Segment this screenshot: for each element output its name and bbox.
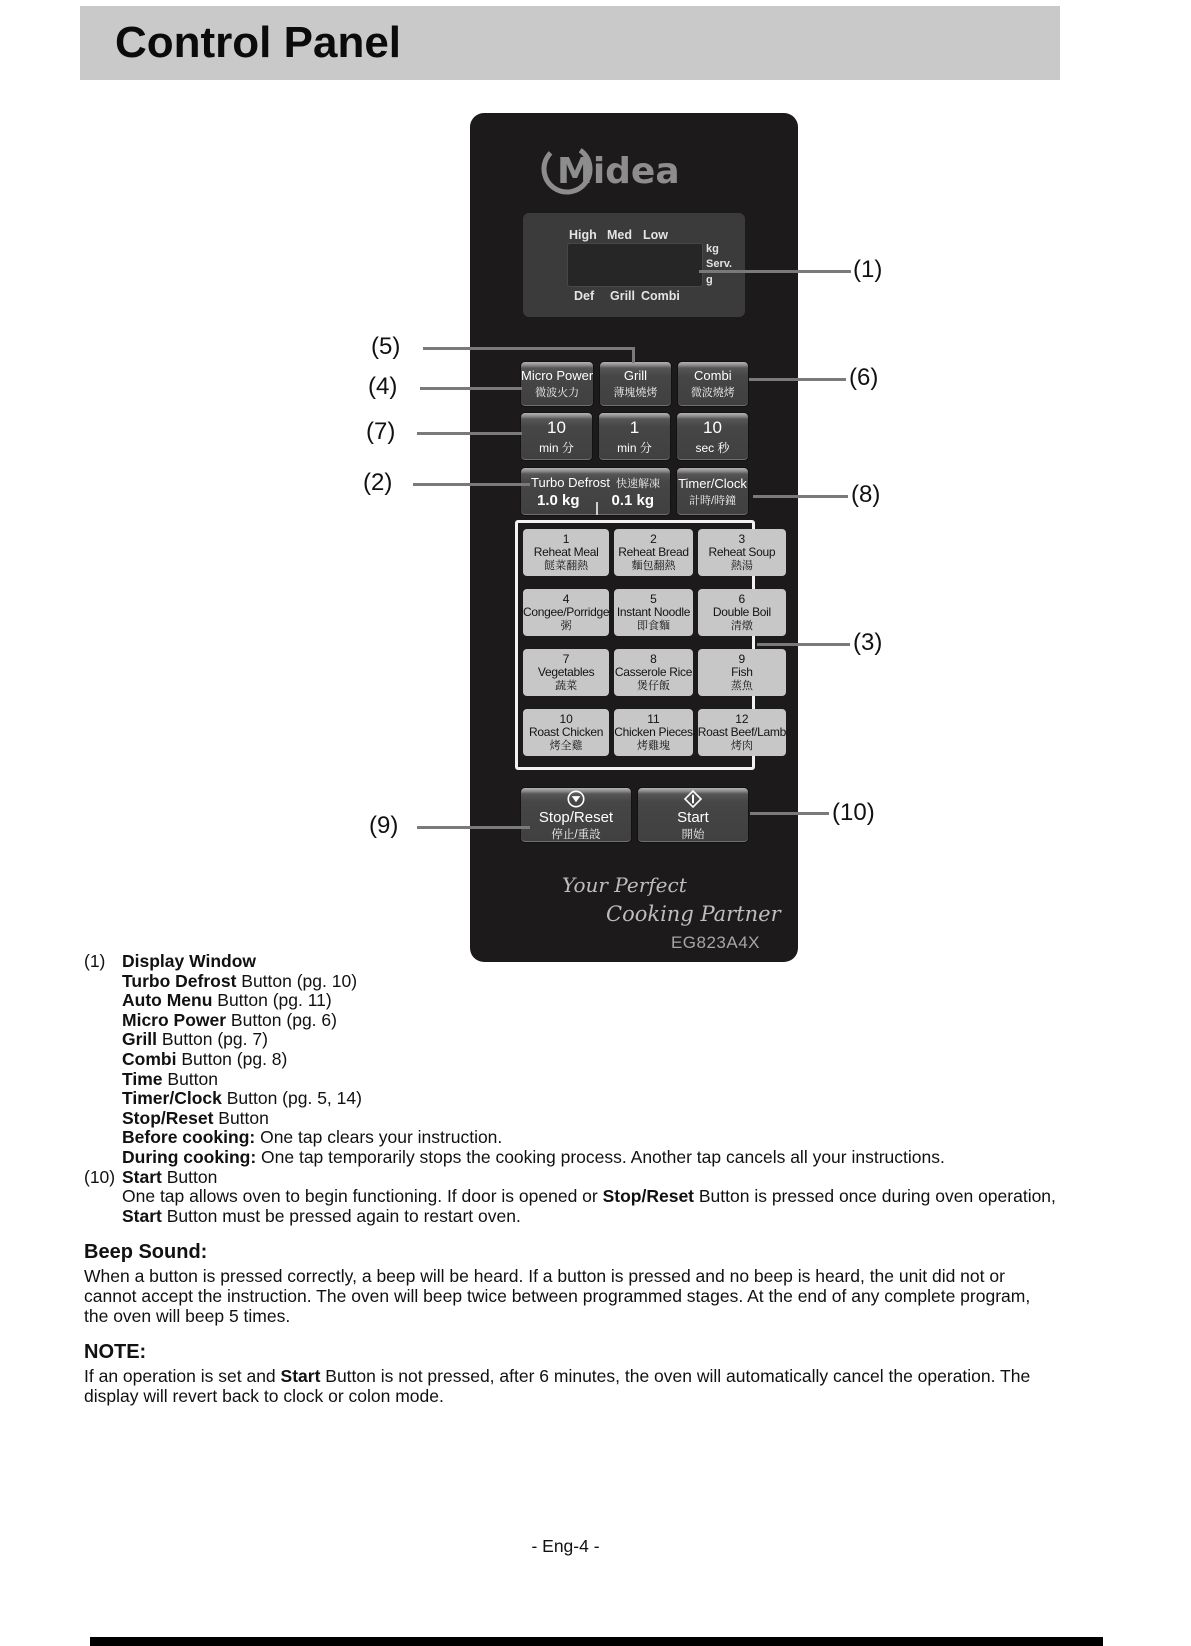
beep-sound-heading: Beep Sound: bbox=[84, 1241, 208, 1263]
turbo-defrost-divider bbox=[596, 502, 598, 515]
control-panel bbox=[470, 113, 798, 962]
button-description-list bbox=[84, 952, 1114, 1226]
auto-menu-button: 10 Roast Chicken 烤全雞 bbox=[523, 709, 609, 756]
callout-1: (1) bbox=[853, 256, 883, 283]
auto-menu-button: 8 Casserole Rice 煲仔飯 bbox=[614, 649, 693, 696]
description-line: Grill Button (pg. 7) bbox=[122, 1029, 268, 1050]
description-line: Before cooking: One tap clears your instruction. bbox=[122, 1127, 503, 1148]
display-label-combi: Combi bbox=[641, 289, 680, 303]
mode-button: Micro Power 微波火力 bbox=[520, 361, 594, 407]
description-line: One tap allows oven to begin functioning. If door is opened or Stop/Reset Button is pressed once during oven operation, bbox=[122, 1186, 1056, 1207]
auto-menu-button: 3 Reheat Soup 熱湯 bbox=[698, 529, 786, 576]
callout-leader-line bbox=[757, 643, 850, 646]
stop-reset-label-zh: 停止/重設 bbox=[551, 828, 601, 841]
page-header-band bbox=[80, 6, 1060, 80]
auto-menu-button: 7 Vegetables 蔬菜 bbox=[523, 649, 609, 696]
description-line: Stop/Reset Button bbox=[122, 1107, 269, 1128]
callout-leader-line bbox=[753, 495, 848, 498]
callout-5: (5) bbox=[371, 333, 401, 360]
start-label: Start bbox=[677, 808, 709, 826]
callout-leader-line bbox=[749, 378, 846, 381]
start-label-zh: 開始 bbox=[681, 828, 705, 841]
timer-clock-label: Timer/Clock bbox=[678, 475, 747, 491]
description-line: Auto Menu Button (pg. 11) bbox=[122, 990, 332, 1011]
description-line: (1) Display Window bbox=[84, 951, 257, 971]
note-paragraph bbox=[84, 1367, 1124, 1407]
time-button: 10 sec 秒 bbox=[676, 412, 749, 461]
auto-menu-button: 11 Chicken Pieces 烤雞塊 bbox=[614, 709, 693, 756]
note-heading: NOTE: bbox=[84, 1341, 147, 1363]
auto-menu-button: 6 Double Boil 清燉 bbox=[698, 589, 786, 636]
display-label-low: Low bbox=[643, 228, 668, 242]
paragraph-line: If an operation is set and Start Button is not pressed, after 6 minutes, the oven will automatically cancel the operation. The bbox=[84, 1366, 1031, 1386]
turbo-defrost-label: Turbo Defrost bbox=[531, 474, 610, 490]
brand-text: Midea bbox=[557, 151, 680, 192]
description-line: Start Button must be pressed again to restart oven. bbox=[122, 1205, 521, 1226]
paragraph-line: cannot accept the instruction. The oven will beep twice between programmed stages. At the end of any complete program, bbox=[84, 1285, 1031, 1306]
time-button-row bbox=[520, 412, 749, 461]
description-line: Timer/Clock Button (pg. 5, 14) bbox=[122, 1088, 362, 1109]
callout-7: (7) bbox=[366, 418, 396, 445]
turbo-defrost-label-zh: 快速解凍 bbox=[616, 477, 660, 490]
callout-leader-line bbox=[699, 270, 851, 273]
start-button bbox=[637, 787, 749, 843]
tagline-line2: Cooking Partner bbox=[606, 902, 781, 926]
turbo-defrost-button bbox=[520, 467, 671, 516]
auto-menu-button: 1 Reheat Meal 餸菜翻熱 bbox=[523, 529, 609, 576]
callout-2: (2) bbox=[363, 469, 393, 496]
paragraph-line: When a button is pressed correctly, a beep will be heard. If a button is pressed and no beep is heard, the unit did not or bbox=[84, 1266, 1005, 1286]
callout-8: (8) bbox=[851, 481, 881, 508]
auto-menu-button: 4 Congee/Porridge 粥 bbox=[523, 589, 609, 636]
mode-button: Combi 微波燒烤 bbox=[677, 361, 749, 407]
callout-leader-line bbox=[632, 347, 635, 363]
display-label-kg: kg bbox=[706, 243, 719, 255]
paragraph-line: the oven will beep 5 times. bbox=[84, 1305, 291, 1326]
callout-leader-line bbox=[417, 432, 522, 435]
auto-menu-button: 12 Roast Beef/Lamb 烤肉 bbox=[698, 709, 786, 756]
auto-menu-button: 2 Reheat Bread 麵包翻熱 bbox=[614, 529, 693, 576]
auto-menu-grid bbox=[515, 520, 786, 770]
model-number: EG823A4X bbox=[670, 933, 760, 952]
timer-clock-label-zh: 計時/時鐘 bbox=[688, 494, 737, 507]
start-stop-row bbox=[520, 787, 749, 843]
callout-leader-line bbox=[413, 483, 530, 486]
tagline-line1: Your Perfect bbox=[562, 873, 687, 897]
display-label-med: Med bbox=[607, 228, 632, 242]
description-line: Micro Power Button (pg. 6) bbox=[122, 1009, 337, 1030]
callout-6: (6) bbox=[849, 364, 879, 391]
turbo-defrost-left-value: 1.0 kg bbox=[536, 491, 580, 509]
time-button: 1 min 分 bbox=[598, 412, 671, 461]
callout-leader-line bbox=[420, 387, 522, 390]
auto-menu-button: 9 Fish 蒸魚 bbox=[698, 649, 786, 696]
time-button: 10 min 分 bbox=[520, 412, 593, 461]
description-line: Turbo Defrost Button (pg. 10) bbox=[122, 970, 358, 991]
auto-menu-button: 5 Instant Noodle 即食麵 bbox=[614, 589, 693, 636]
description-line: Combi Button (pg. 8) bbox=[122, 1048, 288, 1069]
callout-leader-line bbox=[423, 347, 635, 350]
stop-reset-label: Stop/Reset bbox=[538, 808, 614, 826]
page-number: - Eng-4 - bbox=[531, 1536, 600, 1556]
start-icon bbox=[638, 789, 748, 809]
callout-9: (9) bbox=[369, 812, 399, 839]
display-label-def: Def bbox=[574, 289, 595, 303]
display-label-grill: Grill bbox=[610, 289, 636, 303]
scan-bottom-bar bbox=[90, 1637, 1103, 1646]
display-label-g: g bbox=[706, 274, 713, 286]
callout-leader-line bbox=[750, 812, 829, 815]
timer-clock-button bbox=[676, 467, 749, 516]
description-line: (10) Start Button bbox=[84, 1166, 218, 1187]
beep-sound-paragraph bbox=[84, 1267, 1124, 1326]
stop-icon bbox=[521, 789, 631, 809]
display-label-serv: Serv. bbox=[706, 258, 733, 270]
display-window bbox=[523, 213, 745, 317]
mode-button: Grill 薄塊燒烤 bbox=[599, 361, 671, 407]
paragraph-line: display will revert back to clock or colon mode. bbox=[84, 1385, 444, 1406]
midea-logo-icon bbox=[536, 141, 706, 199]
display-screen bbox=[567, 243, 703, 287]
turbo-defrost-right-value: 0.1 kg bbox=[611, 491, 655, 509]
stop-reset-button bbox=[520, 787, 632, 843]
callout-10: (10) bbox=[832, 799, 875, 826]
defrost-timer-row bbox=[520, 467, 749, 516]
description-line: During cooking: One tap temporarily stops the cooking process. Another tap cancels all your instructions. bbox=[122, 1146, 945, 1167]
display-label-high: High bbox=[569, 228, 597, 242]
callout-3: (3) bbox=[853, 629, 883, 656]
mode-button-row bbox=[520, 361, 749, 407]
midea-logo bbox=[536, 141, 706, 204]
page-title: Control Panel bbox=[115, 18, 402, 67]
callout-leader-line bbox=[417, 826, 530, 829]
description-line: Time Button bbox=[122, 1068, 218, 1089]
callout-4: (4) bbox=[368, 373, 398, 400]
